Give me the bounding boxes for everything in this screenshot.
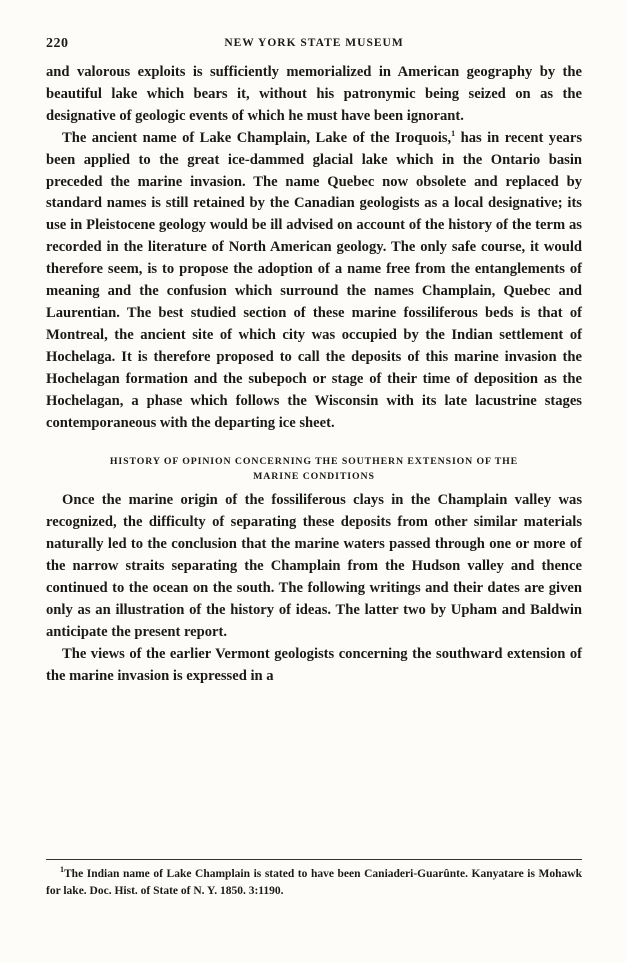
paragraph-1: and valorous exploits is sufficiently memorialized in American geography by the beautiful lake which bears it, without his patronymic being seized on as the designative of geologic events of which he must have been ignorant. — [46, 64, 582, 124]
footnote-reference: 1 — [451, 128, 456, 138]
section-heading-line-2: MARINE CONDITIONS — [253, 471, 375, 483]
page-number: 220 — [46, 36, 69, 51]
footnote-marker: 1 — [60, 865, 64, 875]
section-heading — [46, 454, 582, 484]
paragraph-2-lead: The ancient name of Lake Champlain, Lake of the Iroquois, — [62, 129, 452, 146]
paragraph-4: The views of the earlier Vermont geologists concerning the southward extension of the marine invasion is expressed in a — [46, 645, 582, 684]
paragraph-3: Once the marine origin of the fossiliferous clays in the Champlain valley was recognized, the difficulty of separating these deposits from other similar materials naturally led to the conclusion that the marine waters passed through one or more of the narrow straits separating the Champlain from the Hudson valley and thence continued to the ocean on the south. The following writings and their dates are given only as an illustration of the history of ideas. The latter two by Upham and Baldwin anticipate the present report. — [46, 492, 582, 640]
page — [46, 36, 582, 688]
footnote-rule — [46, 859, 582, 860]
paragraph-2 — [46, 128, 582, 435]
page-header — [46, 36, 582, 62]
footnote-text: The Indian name of Lake Champlain is stated to have been Caniaderi-Guarûnte. Kanyatare is Mohawk for lake. Doc. Hist. of State of N. Y. 1850. 3:1190. — [46, 868, 582, 897]
footnote — [46, 866, 582, 900]
section-heading-line-1: HISTORY OF OPINION CONCERNING THE SOUTHERN EXTENSION OF THE — [109, 456, 519, 468]
paragraph-2-rest: has in recent years been applied to the great ice-dammed glacial lake which in the Ontario basin preceded the marine invasion. The name Quebec now obsolete and replaced by standard names is still retained by the Canadian geologists as a local designative; its use in Pleistocene geology would be ill advised on account of the history of the term as recorded in the literature of North American geology. The only safe course, it would therefore seem, is to propose the adoption of a name free from the entanglements of meaning and the confusion which surround the names Champlain, Quebec and Laurentian. The best studied section of these marine fossiliferous beds is that of Montreal, the ancient site of which city was occupied by the Indian settlement of Hochelaga. It is therefore proposed to call the deposits of this marine invasion the Hochelagan formation and the subepoch or stage of their time of deposition as the Hochelagan, a phase which follows the Wisconsin with its late lacustrine stages contemporaneous with the departing ice sheet. — [46, 129, 582, 431]
running-head: NEW YORK STATE MUSEUM — [224, 37, 404, 49]
